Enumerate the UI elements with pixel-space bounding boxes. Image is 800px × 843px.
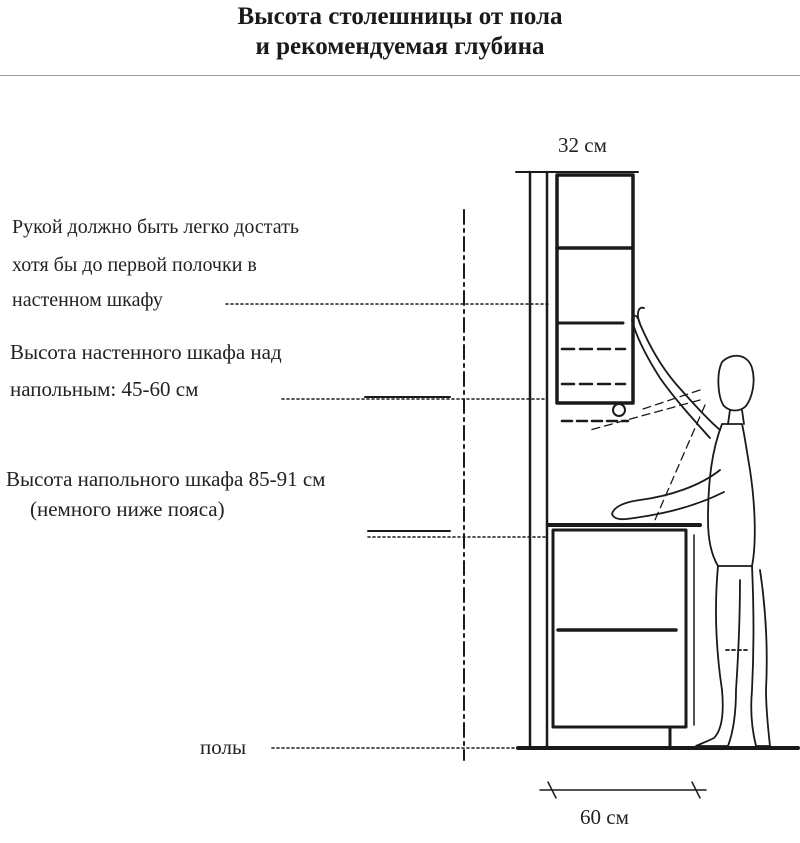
wall-cabinet-depth-label: 32 см <box>558 133 607 157</box>
base-cabinet-depth-label: 60 см <box>580 805 629 829</box>
wall-cabinet-height-line-2: напольным: 45-60 см <box>10 377 199 401</box>
base-cabinet-height-line-2: (немного ниже пояса) <box>30 497 225 521</box>
wall-cabinet <box>557 175 633 403</box>
base-cabinet-height-line-1: Высота напольного шкафа 85-91 см <box>6 467 326 491</box>
reach-note-line-2: хотя бы до первой полочки в <box>12 254 257 276</box>
reach-note-line-1: Рукой должно быть легко достать <box>12 216 299 238</box>
title-line-1: Высота столешницы от пола <box>237 3 563 30</box>
reach-note-line-3: настенном шкафу <box>12 289 163 311</box>
floor-label: полы <box>200 735 247 759</box>
title-line-2: и рекомендуемая глубина <box>255 33 545 60</box>
wall-cabinet-handle <box>613 404 625 416</box>
wall-cabinet-height-line-1: Высота настенного шкафа над <box>10 340 282 364</box>
